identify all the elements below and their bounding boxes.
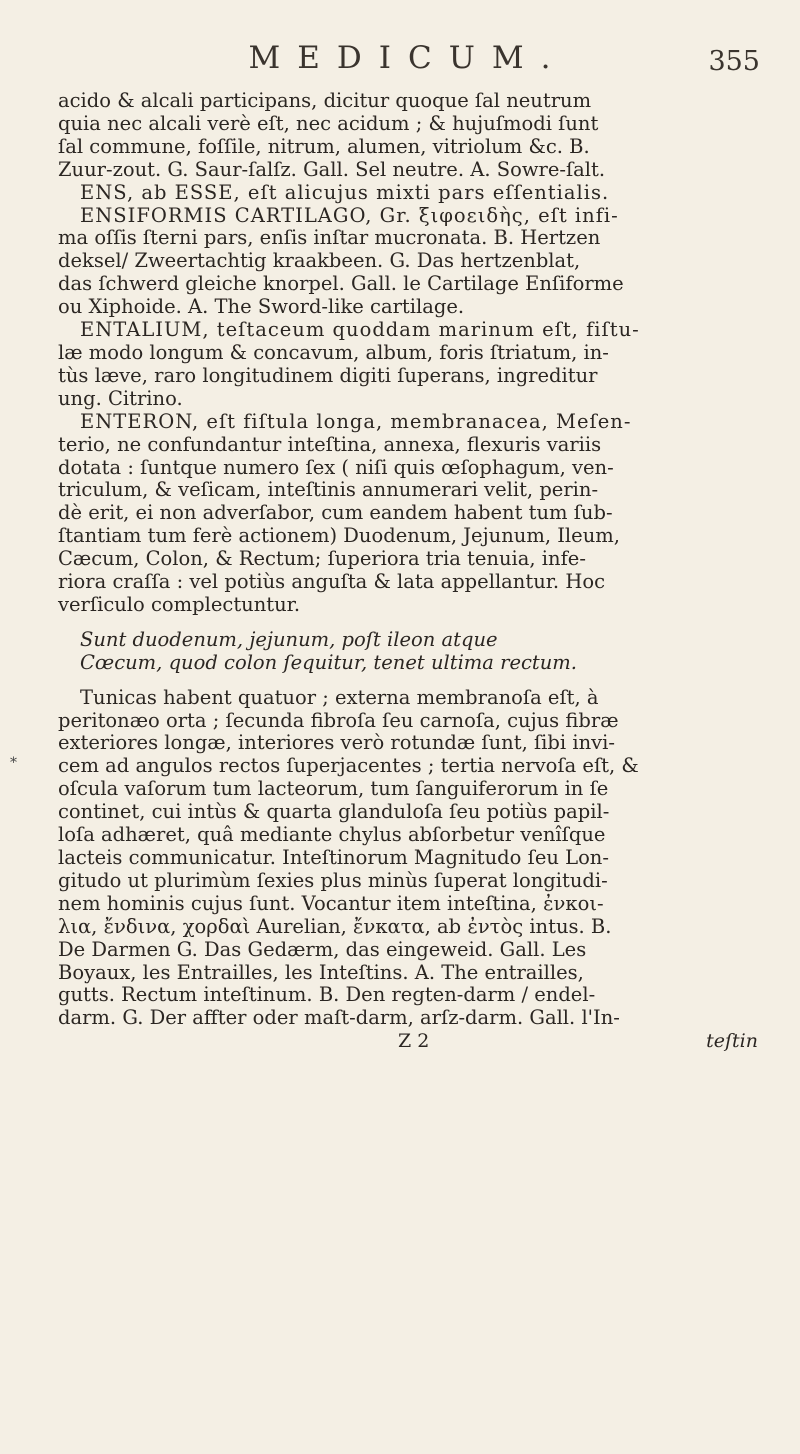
entry-ensiformis: ENSIFORMIS CARTILAGO, Gr. ξιφοειδὴς, eſt infi- <box>80 203 619 227</box>
text-line: dè erit, ei non adverſabor, cum eandem habent tum ſub- <box>58 501 613 525</box>
text-line: oſcula vaſorum tum lacteorum, tum ſanguiferorum in ſe <box>58 777 609 801</box>
text-line: terio, ne confundantur inteſtina, annexa, flexuris variis <box>58 432 602 456</box>
text-line: Tunicas habent quatuor ; externa membranoſa eſt, à <box>80 685 599 709</box>
text-line: tùs læve, raro longitudinem digiti ſuperans, ingreditur <box>58 363 598 387</box>
verse-line: Cœcum, quod colon ſequitur, tenet ultima rectum. <box>80 650 577 674</box>
text-line: loſa adhæret, quâ mediante chylus abſorbetur venîſque <box>58 823 606 847</box>
text-line: peritonæo orta ; ſecunda fibroſa ſeu carnoſa, cujus fibræ <box>58 708 619 732</box>
text-line: ſal commune, foſſile, nitrum, alumen, vitriolum &c. B. <box>58 134 590 158</box>
text-line: Cæcum, Colon, & Rectum; ſuperiora tria tenuia, infe- <box>58 547 586 571</box>
text-line: riora craſſa : vel potiùs anguſta & lata appellantur. Hoc <box>58 570 605 594</box>
text-line: triculum, & veſicam, inteſtinis annumerari velit, perin- <box>58 478 599 502</box>
text-line: deksel/ Zweertachtig kraakbeen. G. Das hertzenblat, <box>58 249 581 273</box>
signature-mark: Z 2 <box>398 1030 430 1053</box>
page-number: 355 <box>708 46 760 77</box>
text-line: das ſchwerd gleiche knorpel. Gall. le Cartilage Enſiforme <box>58 272 624 296</box>
text-line: exteriores longæ, interiores verò rotundæ ſunt, ſibi invi- <box>58 731 615 755</box>
text-line: lacteis communicatur. Inteſtinorum Magnitudo ſeu Lon- <box>58 846 609 869</box>
page-footer <box>58 1030 758 1056</box>
text-line: Zuur-zout. G. Saur-ſalſz. Gall. Sel neutre. A. Sowre-ſalt. <box>58 157 606 181</box>
text-line: darm. G. Der affter oder maſt-darm, arſz-darm. Gall. l'In- <box>58 1006 620 1030</box>
text-line: dotata : ſuntque numero ſex ( niſi quis œſophagum, ven- <box>58 455 614 479</box>
catchword: teſtin <box>706 1030 758 1053</box>
text-block <box>58 40 758 1056</box>
text-line: verſiculo complectuntur. <box>58 592 301 616</box>
entry-enteron: ENTERON, eſt fiſtula longa, membranacea, Meſen- <box>80 409 632 433</box>
margin-mark: * <box>10 755 17 771</box>
running-title: MEDICUM. <box>248 40 568 76</box>
text-line: Boyaux, les Entrailles, les Inteſtins. A. The entrailles, <box>58 960 584 984</box>
text-line: De Darmen G. Das Gedærm, das eingeweid. Gall. Les <box>58 937 587 961</box>
text-line: ſtantiam tum ferè actionem) Duodenum, Jejunum, Ileum, <box>58 524 620 548</box>
text-line: gitudo ut plurimùm ſexies plus minùs ſuperat longitudi- <box>58 868 608 892</box>
text-line: ou Xiphoide. A. The Sword-like cartilage. <box>58 295 465 319</box>
text-line: læ modo longum & concavum, album, foris ſtriatum, in- <box>58 340 609 364</box>
text-line: acido & alcali participans, dicitur quoque ſal neutrum <box>58 89 592 112</box>
verse-line: Sunt duodenum, jejunum, poſt ileon atque <box>80 627 498 651</box>
text-line: continet, cui intùs & quarta glanduloſa ſeu potiùs papil- <box>58 800 610 824</box>
text-line: quia nec alcali verè eſt, nec acidum ; & hujuſmodi ſunt <box>58 111 599 135</box>
text-line: ma oſſis ſterni pars, enſis inſtar mucronata. B. Hertzen <box>58 226 601 250</box>
text-line: nem hominis cujus ſunt. Vocantur item inteſtina, ἐνκοι- <box>58 891 604 915</box>
text-line: λια, ἔνδινα, χορδαὶ Aurelian, ἔνκατα, ab ἐντὸς intus. B. <box>58 914 612 938</box>
text-line: cem ad angulos rectos ſuperjacentes ; tertia nervoſa eſt, & <box>58 754 639 778</box>
entry-ens: ENS, ab ESSE, eſt alicujus mixti pars eſſentialis. <box>80 180 610 204</box>
body-text <box>58 90 758 1030</box>
entry-entalium: ENTALIUM, teſtaceum quoddam marinum eſt, fiſtu- <box>80 318 640 342</box>
running-head <box>58 40 758 82</box>
text-line: gutts. Rectum inteſtinum. B. Den regten-darm / endel- <box>58 983 596 1007</box>
text-line: ung. Citrino. <box>58 386 183 410</box>
